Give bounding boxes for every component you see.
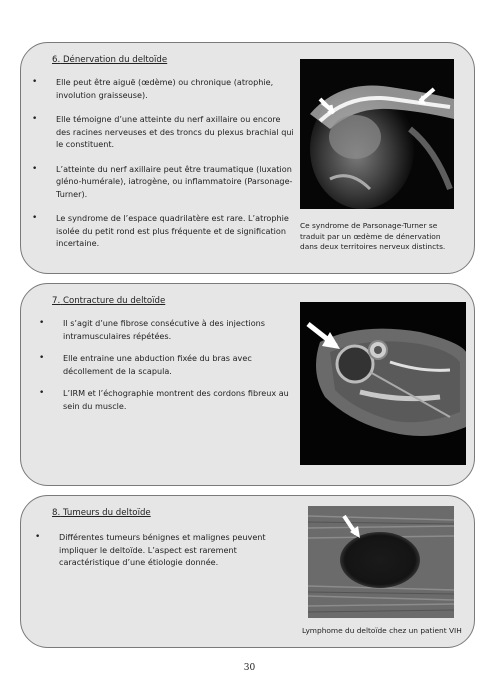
ultrasound-image [308, 506, 454, 618]
list-item: • L’IRM et l’échographie montrent des cordons fibreux au sein du muscle. [39, 387, 291, 412]
section-title-text: Contracture du deltoïde [62, 296, 166, 306]
section-title-text: Dénervation du deltoïde [62, 55, 168, 65]
bullet-list [35, 531, 291, 578]
section-title [52, 296, 165, 306]
section-number: 8. [52, 508, 61, 518]
mri-axial-image [300, 302, 466, 465]
list-item: • Le syndrome de l’espace quadrilatère est rare. L’atrophie isolée du petit rond est plus fréquente et de signification incertaine. [32, 212, 294, 250]
list-item: • Différentes tumeurs bénignes et malignes peuvent impliquer le deltoïde. L’aspect est rarement caractéristique d’une étiologie donnée. [35, 531, 291, 569]
section-number: 6. [52, 55, 61, 65]
figure-caption: Ce syndrome de Parsonage-Turner se traduit par un œdème de dénervation dans deux territoires nerveux distincts. [300, 221, 446, 251]
bullet-list [39, 317, 291, 421]
section-panel-denervation [20, 42, 475, 274]
mri-shoulder-image [300, 59, 454, 209]
section-number: 7. [52, 296, 61, 306]
list-item: • Elle entraine une abduction fixée du bras avec décollement de la scapula. [39, 352, 291, 377]
section-title [52, 508, 151, 518]
page-number: 30 [243, 663, 256, 673]
section-title-text: Tumeurs du deltoïde [62, 508, 151, 518]
bullet-list [32, 76, 294, 259]
section-panel-tumors [20, 495, 475, 648]
list-item: • Il s’agit d’une fibrose consécutive à des injections intramusculaires répétées. [39, 317, 291, 342]
section-panel-contracture [20, 283, 475, 486]
list-item: • Elle témoigne d’une atteinte du nerf axillaire ou encore des racines nerveuses et des troncs du plexus brachial qui le constituent. [32, 113, 294, 151]
figure-caption: Lymphome du deltoïde chez un patient VIH [302, 626, 462, 635]
section-title [52, 55, 167, 65]
list-item: • Elle peut être aiguë (œdème) ou chronique (atrophie, involution graisseuse). [32, 76, 294, 101]
list-item: • L’atteinte du nerf axillaire peut être traumatique (luxation gléno-humérale), iatrogène, ou inflammatoire (Parsonage-Turner). [32, 163, 294, 201]
